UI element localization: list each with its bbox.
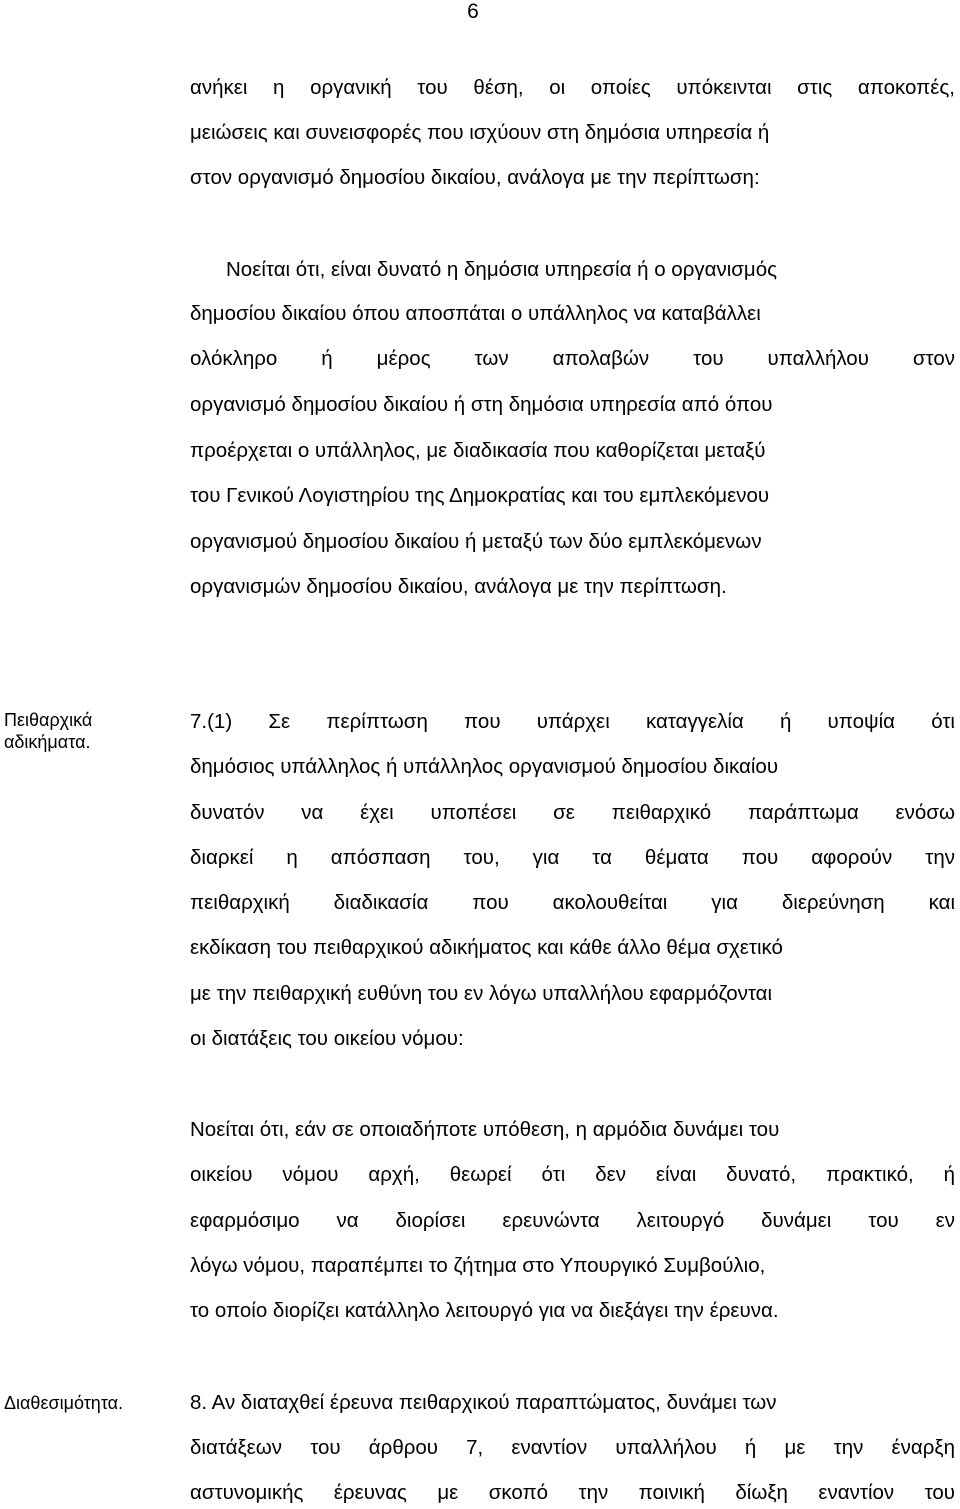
- text-line: ολόκληρο ή μέρος των απολαβών του υπαλλήλου στον: [190, 347, 955, 370]
- text-line: Νοείται ότι, είναι δυνατό η δημόσια υπηρεσία ή ο οργανισμός: [226, 258, 778, 281]
- text-line: οι διατάξεις του οικείου νόμου:: [190, 1027, 464, 1050]
- text-line: λόγω νόμου, παραπέμπει το ζήτημα στο Υπουργικό Συμβούλιο,: [190, 1254, 766, 1277]
- text-line: οργανισμού δημοσίου δικαίου ή μεταξύ των δύο εμπλεκόμενων: [190, 530, 762, 553]
- margin-note-disciplinary: αδικήματα.: [4, 732, 91, 752]
- text-line: εκδίκαση του πειθαρχικού αδικήματος και κάθε άλλο θέμα σχετικό: [190, 936, 783, 959]
- page-number: 6: [467, 0, 479, 23]
- text-line: εφαρμόσιμο να διορίσει ερευνώντα λειτουργό δυνάμει του εν: [190, 1209, 955, 1232]
- text-line: δημόσιος υπάλληλος ή υπάλληλος οργανισμού δημοσίου δικαίου: [190, 755, 779, 778]
- text-line: το οποίο διορίζει κατάλληλο λειτουργό για να διεξάγει την έρευνα.: [190, 1299, 779, 1322]
- margin-note-suspension: Διαθεσιμότητα.: [4, 1393, 124, 1413]
- text-line: πειθαρχική διαδικασία που ακολουθείται για διερεύνηση και: [190, 891, 955, 914]
- text-line: με την πειθαρχική ευθύνη του εν λόγω υπαλλήλου εφαρμόζονται: [190, 982, 773, 1005]
- text-line: οικείου νόμου αρχή, θεωρεί ότι δεν είναι δυνατό, πρακτικό, ή: [190, 1163, 955, 1186]
- text-line: στον οργανισμό δημοσίου δικαίου, ανάλογα με την περίπτωση:: [190, 166, 760, 189]
- text-line: οργανισμό δημοσίου δικαίου ή στη δημόσια υπηρεσία από όπου: [190, 393, 773, 416]
- text-line: αστυνομικής έρευνας με σκοπό την ποινική δίωξη εναντίον του: [190, 1481, 955, 1504]
- text-line: διατάξεων του άρθρου 7, εναντίον υπαλλήλου ή με την έναρξη: [190, 1436, 955, 1459]
- text-line: δυνατόν να έχει υποπέσει σε πειθαρχικό παράπτωμα ενόσω: [190, 801, 955, 824]
- text-line: προέρχεται ο υπάλληλος, με διαδικασία που καθορίζεται μεταξύ: [190, 439, 766, 462]
- text-line: μειώσεις και συνεισφορές που ισχύουν στη δημόσια υπηρεσία ή: [190, 121, 770, 144]
- text-line: 8. Αν διαταχθεί έρευνα πειθαρχικού παραπτώματος, δυνάμει των: [190, 1391, 777, 1414]
- text-line: Νοείται ότι, εάν σε οποιαδήποτε υπόθεση, η αρμόδια δυνάμει του: [190, 1118, 780, 1141]
- text-line: διαρκεί η απόσπαση του, για τα θέματα που αφορούν την: [190, 846, 955, 869]
- text-line: δημοσίου δικαίου όπου αποσπάται ο υπάλληλος να καταβάλλει: [190, 302, 761, 325]
- text-line: 7.(1) Σε περίπτωση που υπάρχει καταγγελία ή υποψία ότι: [190, 710, 955, 733]
- text-line: οργανισμών δημοσίου δικαίου, ανάλογα με την περίπτωση.: [190, 575, 727, 598]
- margin-note-disciplinary: Πειθαρχικά: [4, 710, 93, 730]
- text-line: ανήκει η οργανική του θέση, οι οποίες υπόκεινται στις αποκοπές,: [190, 76, 955, 99]
- text-line: του Γενικού Λογιστηρίου της Δημοκρατίας και του εμπλεκόμενου: [190, 484, 770, 507]
